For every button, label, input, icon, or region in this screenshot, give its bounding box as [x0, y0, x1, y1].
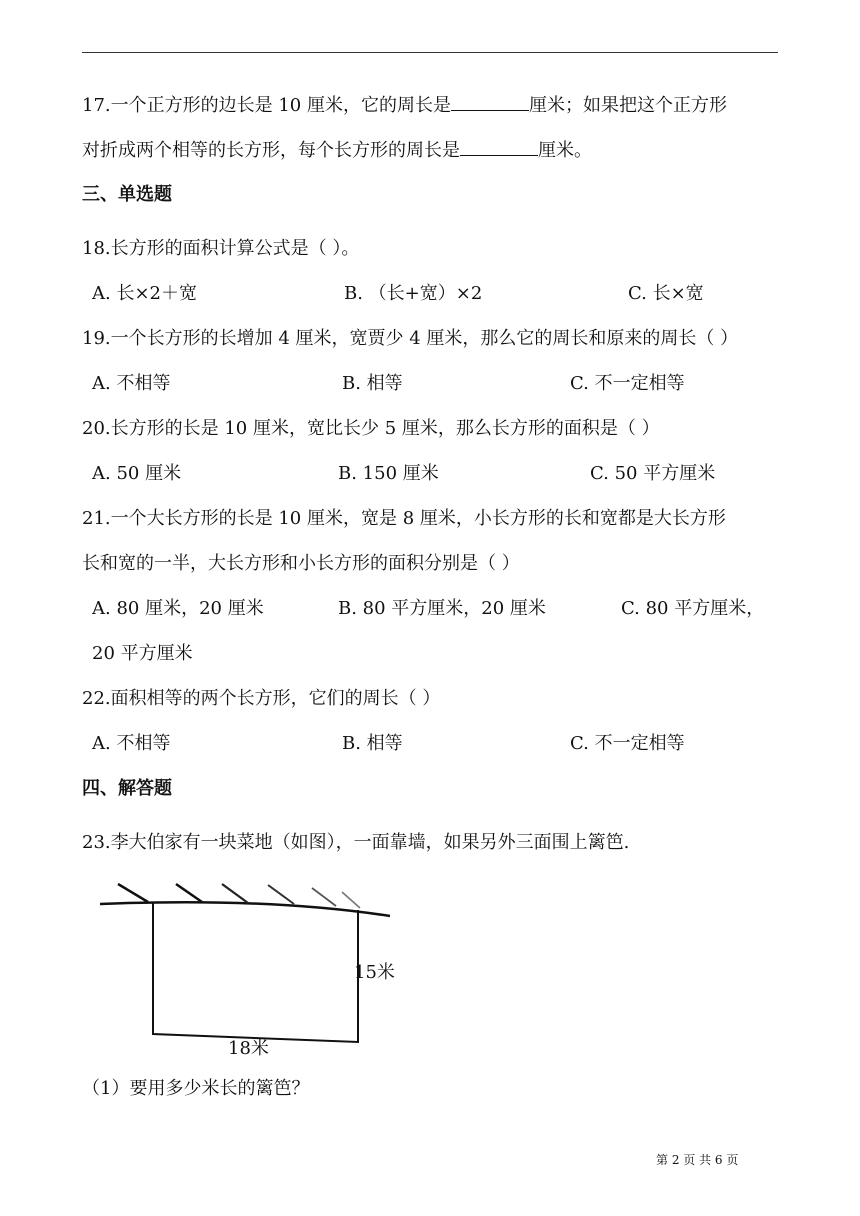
option-a[interactable]: A. 长×2＋宽 — [92, 283, 197, 304]
vegetable-plot-diagram — [98, 876, 398, 1056]
question-20-options — [92, 461, 782, 487]
wall-hatch — [222, 884, 248, 903]
question-23-part-1: （1）要用多少米长的篱笆？ — [82, 1078, 310, 1099]
wall-hatch — [342, 892, 360, 908]
option-c[interactable]: C. 长×宽 — [628, 283, 704, 304]
option-c[interactable]: C. 不一定相等 — [570, 733, 685, 754]
question-19-options — [92, 371, 782, 397]
question-21-options — [92, 596, 782, 622]
question-22: 22.面积相等的两个长方形，它们的周长（ ） — [82, 688, 441, 709]
question-17-text-d: 厘米。 — [538, 140, 592, 161]
wall-hatch — [268, 885, 294, 904]
question-21-line-2: 长和宽的一半，大长方形和小长方形的面积分别是（ ） — [82, 553, 520, 574]
option-c[interactable]: C. 不一定相等 — [570, 373, 685, 394]
question-18: 18.长方形的面积计算公式是（ ）。 — [82, 238, 360, 259]
page-footer: 第 2 页 共 6 页 — [656, 1153, 739, 1167]
question-21-option-c-continued — [92, 641, 782, 667]
question-21-line-1: 21.一个大长方形的长是 10 厘米，宽是 8 厘米，小长方形的长和宽都是大长方形 — [82, 508, 726, 529]
answer-blank[interactable] — [460, 137, 538, 156]
question-17-text-a: 17.一个正方形的边长是 10 厘米，它的周长是 — [82, 95, 451, 116]
option-b[interactable]: B. 150 厘米 — [338, 463, 439, 484]
option-b[interactable]: B. 相等 — [342, 733, 403, 754]
header-rule — [82, 52, 778, 53]
question-17-text-c: 对折成两个相等的长方形，每个长方形的周长是 — [82, 140, 460, 161]
option-a[interactable]: A. 50 厘米 — [92, 463, 182, 484]
option-a[interactable]: A. 不相等 — [92, 373, 171, 394]
option-c-continued: 20 平方厘米 — [92, 643, 193, 664]
wall-line — [100, 902, 390, 916]
option-a[interactable]: A. 80 厘米，20 厘米 — [92, 598, 264, 619]
option-c[interactable]: C. 50 平方厘米 — [590, 463, 716, 484]
fence-outline — [153, 902, 358, 1042]
wall-hatch — [176, 884, 202, 902]
wall-hatch — [118, 884, 148, 902]
option-b[interactable]: B. 80 平方厘米，20 厘米 — [338, 598, 546, 619]
wall-hatch — [312, 888, 336, 906]
question-20: 20.长方形的长是 10 厘米，宽比长少 5 厘米，那么长方形的面积是（ ） — [82, 418, 660, 439]
answer-blank[interactable] — [451, 92, 529, 111]
bottom-length-label: 18米 — [228, 1038, 269, 1059]
section-heading: 三、单选题 — [82, 184, 172, 205]
question-17-line-1 — [82, 92, 727, 119]
vegetable-plot-figure — [98, 876, 398, 1060]
option-b[interactable]: B. （长+宽）×2 — [344, 283, 483, 304]
side-length-label: 15米 — [354, 962, 395, 983]
option-b[interactable]: B. 相等 — [342, 373, 403, 394]
question-22-options — [92, 731, 782, 757]
question-23: 23.李大伯家有一块菜地（如图），一面靠墙，如果另外三面围上篱笆. — [82, 832, 630, 853]
section-heading: 四、解答题 — [82, 778, 172, 799]
question-18-options — [92, 281, 782, 307]
option-a[interactable]: A. 不相等 — [92, 733, 171, 754]
question-17-text-b: 厘米；如果把这个正方形 — [528, 95, 727, 116]
question-19: 19.一个长方形的长增加 4 厘米，宽贾少 4 厘米，那么它的周长和原来的周长（ ） — [82, 328, 739, 349]
question-17-line-2 — [82, 137, 592, 164]
option-c[interactable]: C. 80 平方厘米， — [621, 598, 765, 619]
